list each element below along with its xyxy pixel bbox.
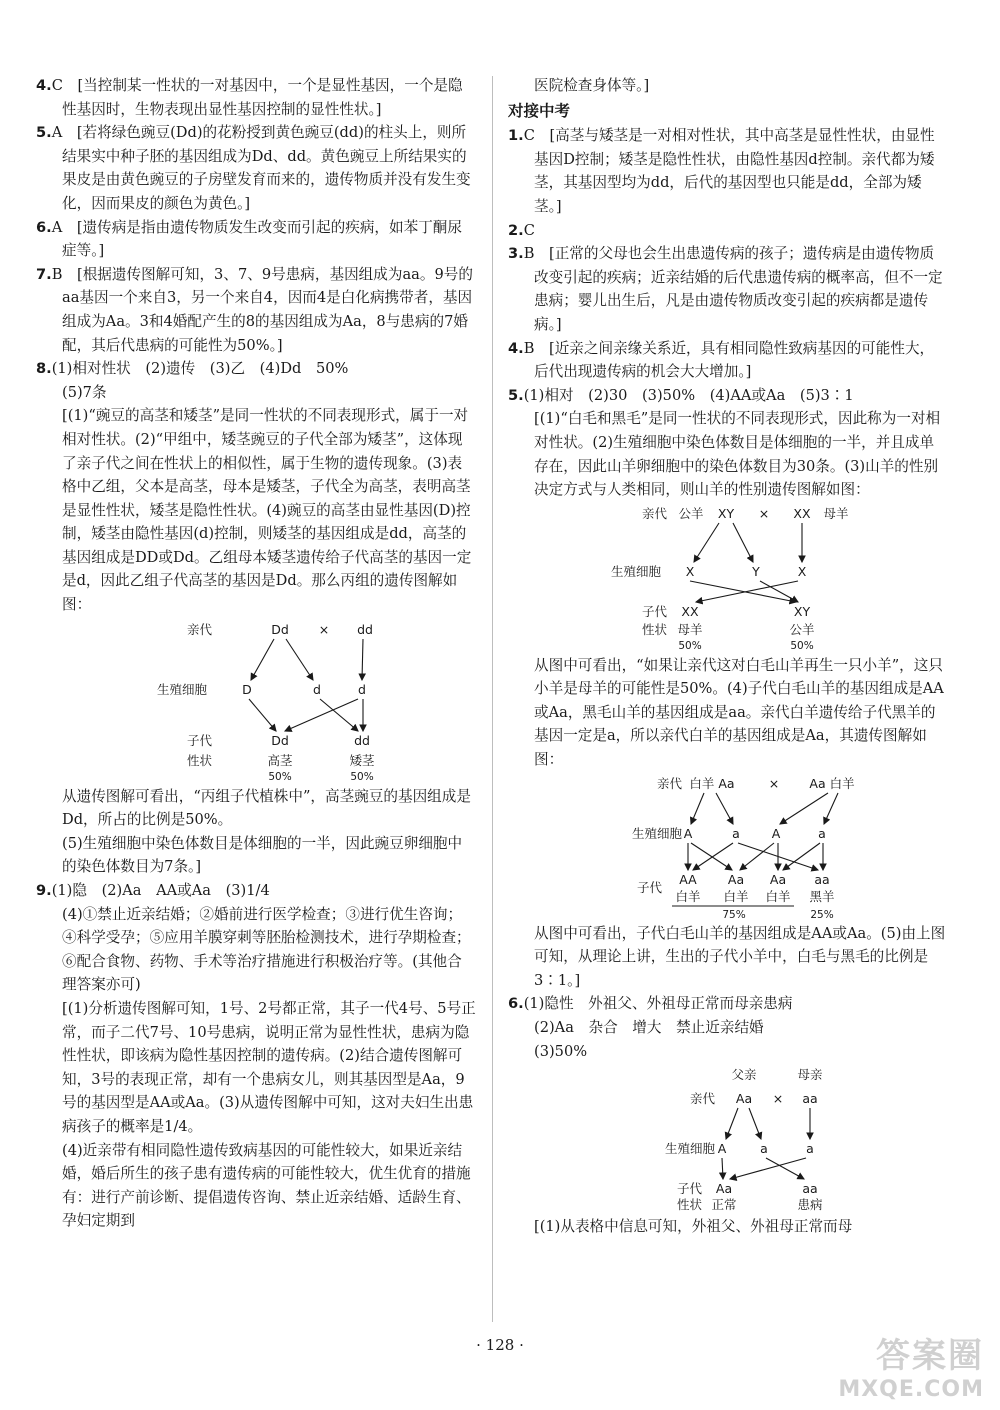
gamete: A xyxy=(771,825,781,841)
parent-sex-label: 公羊 xyxy=(678,505,704,521)
item-explanation: (5)生殖细胞中染色体数目是体细胞的一半，因此豌豆卵细胞中的染色体数目为7条。] xyxy=(62,834,463,876)
answer-item-4 xyxy=(36,74,476,121)
item-answer: (1)相对性状 (2)遗传 (3)乙 (4)Dd 50% xyxy=(51,360,349,378)
offspring-trait: 白羊 xyxy=(675,888,701,904)
offspring-trait: 患病 xyxy=(797,1197,823,1213)
site-watermark xyxy=(838,1328,984,1402)
parent-genotype: dd xyxy=(357,621,373,637)
offspring-trait: 矮茎 xyxy=(349,752,375,768)
item-text: B [根据遗传图解可知，3、7、9号患病，基因组成为aa。9号的aa基因一个来自3，另一个来自4，因而4是白化病携带者，基因组成为Aa。3和4婚配产生的8的基因组成为Aa，8与患病的7婚配，其后代患病的可能性为50%。] xyxy=(51,265,473,354)
answer-item-5 xyxy=(508,384,948,408)
offspring-ratio: 50% xyxy=(678,639,702,652)
offspring-genotype: aa xyxy=(802,1181,818,1197)
row-label-parent: 亲代 xyxy=(656,775,682,791)
inheritance-arrows xyxy=(688,793,838,870)
page-number: · 128 · xyxy=(476,1336,524,1354)
father-label: 父亲 xyxy=(731,1067,757,1083)
item-number: 4. xyxy=(508,339,524,357)
offspring-trait: 正常 xyxy=(711,1197,737,1213)
parent-genotype: aa xyxy=(802,1091,818,1107)
item-number: 1. xyxy=(508,127,524,145)
item-answer: (3)50% xyxy=(534,1042,588,1060)
gamete: A xyxy=(683,825,693,841)
offspring-ratio: 25% xyxy=(810,908,834,921)
row-label-gamete: 生殖细胞 xyxy=(664,1141,715,1157)
offspring-trait: 高茎 xyxy=(267,752,293,768)
offspring-ratio: 50% xyxy=(268,770,292,783)
right-column xyxy=(508,74,948,1239)
offspring-genotype: aa xyxy=(814,871,830,887)
item-explanation: [(1)从表格中信息可知，外祖父、外祖母正常而母 xyxy=(534,1218,853,1236)
item-explanation: 从图中可看出，子代白毛山羊的基因组成是AA或Aa。(5)由上图可知，从理论上讲，生出的子代小羊中，白毛与黑毛的比例是3∶1。] xyxy=(534,924,946,989)
item-text: B [近亲之间亲缘关系近，具有相同隐性致病基因的可能性大，后代出现遗传病的机会大大增加。] xyxy=(523,339,935,381)
offspring-genotype: AA xyxy=(679,871,697,887)
item-number: 6. xyxy=(36,218,52,236)
answer-item-7 xyxy=(36,263,476,357)
item-text: B [正常的父母也会生出患遗传病的孩子；遗传病是由遗传物质改变引起的疾病；近亲结婚的后代患遗传病的概率高，但不一定患病；婴儿出生后，凡是由遗传物质改变引起的疾病都是遗传病。] xyxy=(523,245,943,333)
cross-symbol: × xyxy=(772,1091,784,1107)
gamete: X xyxy=(685,563,695,579)
row-label-offspring: 子代 xyxy=(186,732,212,748)
item-answer: (1)隐 (2)Aa AA或Aa (3)1/4 xyxy=(51,882,270,900)
cross-symbol: × xyxy=(758,505,770,521)
item-text: A [若将绿色豌豆(Dd)的花粉授到黄色豌豆(dd)的柱头上，则所结果实中种子胚的基因组成为Dd、dd。黄色豌豆上所结果实的果皮是由黄色豌豆的子房壁发育而来的，遗传物质并没有发生变化，因而果皮的颜色为黄色。] xyxy=(51,124,471,212)
item-number: 9. xyxy=(36,882,52,900)
item-text: C xyxy=(523,221,535,239)
section-title: 对接中考 xyxy=(508,101,571,120)
cross-symbol: × xyxy=(318,621,330,637)
gamete: a xyxy=(732,825,740,841)
gamete: a xyxy=(760,1141,768,1157)
offspring-ratio: 50% xyxy=(350,770,374,783)
answer-item-9 xyxy=(36,879,476,903)
gamete: Y xyxy=(752,563,760,579)
answer-item-6 xyxy=(36,216,476,263)
continued-text: 医院检查身体等。] xyxy=(534,77,650,94)
cross-symbol: × xyxy=(768,775,780,791)
row-label-offspring: 子代 xyxy=(641,603,667,619)
sheep-inheritance-diagram xyxy=(534,774,934,920)
item-explanation: [(1)分析遗传图解可知，1号、2号都正常，其子一代4号、5号正常，而子二代7号、10号患病，说明正常为显性性状，患病为隐性性状，即该病为隐性基因控制的遗传病。(2)结合遗传图解可知，3号的表现正常，却有一个患病女儿，则其基因型是Aa，9号的基因型是AA或Aa。(3)从遗传图解中可知，这对夫妇生出患病孩子的概率是1/4。 xyxy=(62,1000,476,1135)
offspring-genotype: dd xyxy=(354,732,370,748)
offspring-sex: 公羊 xyxy=(789,621,815,637)
answer-item-5 xyxy=(36,121,476,215)
row-label-offspring: 子代 xyxy=(636,879,662,895)
mother-label: 母亲 xyxy=(797,1067,823,1083)
item-answer: (1)相对 (2)30 (3)50% (4)AA或Aa (5)3∶1 xyxy=(523,386,854,404)
answer-item-6 xyxy=(508,992,948,1016)
parent-genotype: XX xyxy=(793,505,811,521)
offspring-genotype: Aa xyxy=(715,1181,733,1197)
sex-inheritance-diagram xyxy=(534,504,934,652)
parent-genotype: 白羊 Aa xyxy=(689,775,735,791)
gamete: d xyxy=(313,681,321,697)
item-explanation: (4)近亲带有相同隐性遗传致病基因的可能性较大，如果近亲结婚，婚后所生的孩子患有遗传病的可能性较大，优生优育的措施有：进行产前诊断、提倡遗传咨询、禁止近亲结婚、适龄生育、孕妇定期到 xyxy=(62,1141,471,1230)
offspring-ratio: 50% xyxy=(790,639,814,652)
offspring-genotype: Aa xyxy=(769,871,787,887)
answer-item-1 xyxy=(508,124,948,218)
parent-genotype: Aa xyxy=(735,1091,753,1107)
item-answer: (4)①禁止近亲结婚；②婚前进行医学检查；③进行优生咨询；④科学受孕；⑤应用羊膜穿刺等胚胎检测技术，进行孕期检查；⑥配合食物、药物、手术等治疗措施进行积极治疗等。(其他合理答案亦可) xyxy=(62,905,471,994)
item-number: 5. xyxy=(36,124,52,142)
item-text: A [遗传病是指由遗传物质发生改变而引起的疾病，如苯丁酮尿症等。] xyxy=(51,218,462,260)
row-label-trait: 性状 xyxy=(641,621,667,637)
left-column xyxy=(36,74,476,1233)
gamete: a xyxy=(806,1141,814,1157)
item-number: 8. xyxy=(36,360,52,378)
row-label-gamete: 生殖细胞 xyxy=(631,825,682,841)
row-label-parent: 亲代 xyxy=(689,1091,715,1107)
watermark-url: MXQE.COM xyxy=(838,1377,984,1402)
item-answer: (5)7条 xyxy=(62,383,107,401)
answer-item-2 xyxy=(508,219,948,243)
answer-item-4 xyxy=(508,337,948,384)
offspring-genotype: XX xyxy=(681,603,699,619)
answer-item-3 xyxy=(508,242,948,336)
offspring-sex: 母羊 xyxy=(677,621,703,637)
offspring-genotype: Aa xyxy=(727,871,745,887)
item-explanation: [(1)“白毛和黑毛”是同一性状的不同表现形式，因此称为一对相对性状。(2)生殖细胞中染色体数目是体细胞的一半，并且成单存在，因此山羊卵细胞中的染色体数目为30条。(3)山羊的性别决定方式与人类相同，则山羊的性别遗传图解如图： xyxy=(534,410,941,499)
item-explanation: 从遗传图解可看出，“丙组子代植株中”，高茎豌豆的基因组成是Dd，所占的比例是50%。 xyxy=(62,787,471,829)
column-divider xyxy=(492,76,493,1322)
item-number: 3. xyxy=(508,245,524,263)
watermark-logo-text: 答案圈 xyxy=(876,1336,984,1376)
item-text: C [高茎与矮茎是一对相对性状，其中高茎是显性性状，由显性基因D控制；矮茎是隐性性状，由隐性基因d控制。亲代都为矮茎，其基因型均为dd，后代的基因型也只能是dd，全部为矮茎。] xyxy=(523,127,935,215)
parent-genotype: Aa 白羊 xyxy=(809,775,855,791)
item-number: 4. xyxy=(36,77,52,94)
offspring-trait: 白羊 xyxy=(723,888,749,904)
row-label-parent: 亲代 xyxy=(641,505,667,521)
row-label-trait: 性状 xyxy=(186,752,212,768)
item-number: 6. xyxy=(508,995,524,1013)
parent-genotype: Dd xyxy=(271,621,289,637)
gamete: X xyxy=(797,563,807,579)
item-number: 5. xyxy=(508,386,524,404)
row-label-gamete: 生殖细胞 xyxy=(610,563,661,579)
item-explanation: [(1)“豌豆的高茎和矮茎”是同一性状的不同表现形式，属于一对相对性状。(2)“甲组中，矮茎豌豆的子代全部为矮茎”，这体现了亲子代之间在性状上的相似性，属于生物的遗传现象。(3)表格中乙组，父本是高茎，母本是矮茎，子代全为高茎，表明高茎是显性性状，矮茎是隐性性状。(4)豌豆的高茎由显性基因(D)控制，矮茎由隐性基因(d)控制，则矮茎的基因组成是dd，高茎的基因组成是DD或Dd。乙组母本矮茎遗传给子代高茎的基因一定是d，因此乙组子代高茎的基因是Dd。那么丙组的遗传图解如图： xyxy=(62,407,472,614)
parent-genotype: XY xyxy=(717,505,735,521)
item-answer: (1)隐性 外祖父、外祖母正常而母亲患病 xyxy=(523,995,793,1013)
item-answer: (2)Aa 杂合 增大 禁止近亲结婚 xyxy=(534,1019,764,1037)
offspring-genotype: Dd xyxy=(271,732,289,748)
item-explanation: 从图中可看出，“如果让亲代这对白毛山羊再生一只小羊”，这只小羊是母羊的可能性是50%。(4)子代白毛山羊的基因组成是AA或Aa，黑毛山羊的基因组成是aa。亲代白羊遗传给子代黑羊的基因一定是a，所以亲代白羊的基因组成是Aa，其遗传图解如图： xyxy=(534,656,944,769)
offspring-trait: 白羊 xyxy=(765,888,791,904)
offspring-trait: 黑羊 xyxy=(809,888,835,904)
row-label-trait: 性状 xyxy=(676,1197,702,1213)
item-text: C [当控制某一性状的一对基因中，一个是显性基因，一个是隐性基因时，生物表现出显性基因控制的显性性状。] xyxy=(51,77,463,118)
gamete: D xyxy=(242,681,252,697)
row-label-offspring: 子代 xyxy=(676,1181,702,1197)
inheritance-arrows xyxy=(249,639,363,731)
row-label-parent: 亲代 xyxy=(186,621,212,637)
inheritance-arrows xyxy=(690,523,802,602)
offspring-genotype: XY xyxy=(793,603,811,619)
family-inheritance-diagram xyxy=(534,1065,934,1213)
item-number: 2. xyxy=(508,221,524,239)
item-number: 7. xyxy=(36,265,52,283)
parent-sex-label: 母羊 xyxy=(823,505,849,521)
pea-inheritance-diagram xyxy=(62,619,462,783)
answer-item-8 xyxy=(36,357,476,381)
row-label-gamete: 生殖细胞 xyxy=(156,681,207,697)
gamete: a xyxy=(818,825,826,841)
gamete: A xyxy=(717,1141,727,1157)
offspring-ratio: 75% xyxy=(722,908,746,921)
gamete: d xyxy=(358,681,366,697)
